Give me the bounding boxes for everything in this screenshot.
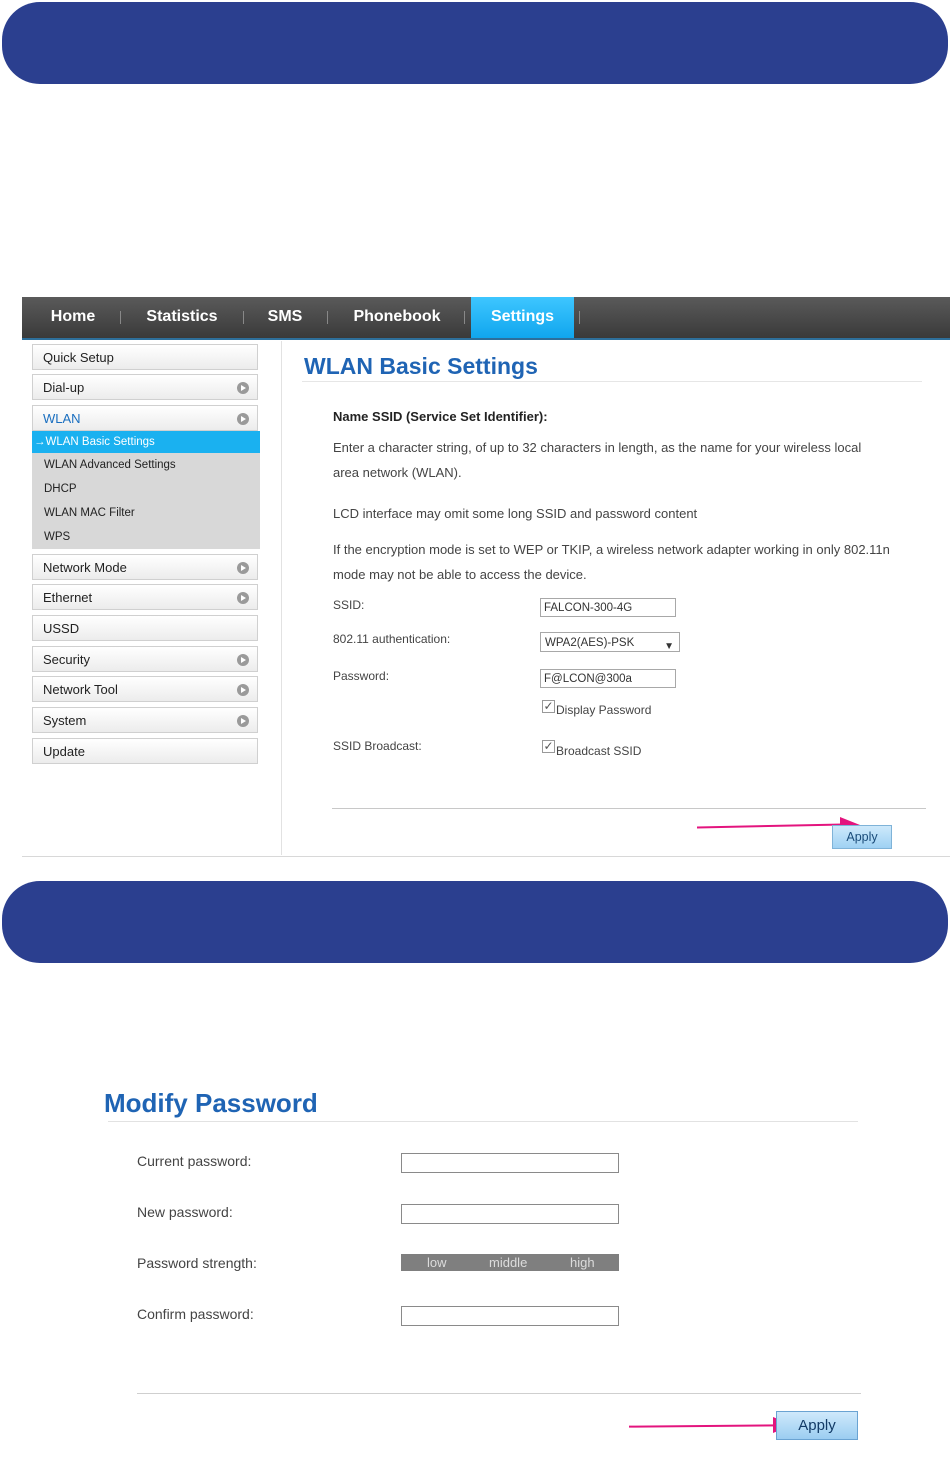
chevron-right-icon bbox=[237, 654, 249, 666]
lcd-note: LCD interface may omit some long SSID and password content bbox=[333, 506, 698, 521]
password-input[interactable]: F@LCON@300a bbox=[540, 669, 676, 688]
sidebar-item-wlan[interactable] bbox=[32, 405, 258, 431]
tab-statistics[interactable]: Statistics bbox=[146, 308, 218, 325]
ssid-broadcast-label: SSID Broadcast: bbox=[333, 739, 422, 753]
submenu-item-wps[interactable]: WPS bbox=[44, 531, 71, 543]
nav-separator bbox=[327, 311, 328, 324]
sidebar-item-label: Network Mode bbox=[43, 560, 127, 575]
sidebar-item-system[interactable] bbox=[32, 707, 258, 733]
authentication-selected-value: WPA2(AES)-PSK bbox=[545, 637, 635, 649]
wlan-submenu bbox=[32, 431, 260, 549]
nav-separator bbox=[243, 311, 244, 324]
nav-separator bbox=[464, 311, 465, 324]
new-password-label: New password: bbox=[137, 1204, 233, 1220]
encryption-note-line-1: If the encryption mode is set to WEP or TKIP, a wireless network adapter working in only 802.11n bbox=[333, 542, 890, 557]
nav-separator bbox=[579, 311, 580, 324]
sidebar-item-label: WLAN bbox=[43, 411, 81, 426]
encryption-note-line-2: mode may not be able to access the device. bbox=[333, 567, 587, 582]
sidebar-item-update[interactable] bbox=[32, 738, 258, 764]
display-password-label: Display Password bbox=[556, 703, 652, 717]
ssid-description-line-1: Enter a character string, of up to 32 characters in length, as the name for your wireless local bbox=[333, 440, 862, 455]
chevron-down-icon: ▼ bbox=[664, 641, 674, 652]
tab-phonebook[interactable]: Phonebook bbox=[353, 308, 441, 325]
sidebar-item-security[interactable] bbox=[32, 646, 258, 672]
submenu-item-wlan-mac-filter[interactable]: WLAN MAC Filter bbox=[44, 507, 135, 519]
display-password-checkbox[interactable]: ✓ bbox=[543, 699, 554, 713]
submenu-item-wlan-basic-settings[interactable]: →WLAN Basic Settings bbox=[32, 431, 260, 453]
content-divider bbox=[281, 341, 282, 855]
chevron-right-icon bbox=[237, 592, 249, 604]
page-title: WLAN Basic Settings bbox=[304, 353, 538, 379]
sidebar-item-quick-setup[interactable] bbox=[32, 344, 258, 370]
sidebar-item-label: Quick Setup bbox=[43, 350, 114, 365]
sidebar-item-dial-up[interactable] bbox=[32, 374, 258, 400]
submenu-item-wlan-advanced-settings[interactable]: WLAN Advanced Settings bbox=[44, 459, 176, 471]
title-divider bbox=[302, 381, 922, 382]
title-divider bbox=[108, 1121, 858, 1122]
sidebar-item-ussd[interactable] bbox=[32, 615, 258, 641]
authentication-select[interactable] bbox=[540, 632, 680, 652]
screenshot-bottom-border bbox=[22, 856, 950, 857]
ssid-label: SSID: bbox=[333, 598, 365, 612]
chevron-right-icon bbox=[237, 382, 249, 394]
password-strength-label: Password strength: bbox=[137, 1255, 257, 1271]
ssid-description-line-2: area network (WLAN). bbox=[333, 465, 462, 480]
password-label: Password: bbox=[333, 669, 390, 683]
sidebar-item-network-mode[interactable] bbox=[32, 554, 258, 580]
sidebar-item-label: Security bbox=[43, 652, 90, 667]
current-password-label: Current password: bbox=[137, 1153, 252, 1169]
sidebar-item-label: USSD bbox=[43, 621, 80, 636]
nav-separator bbox=[120, 311, 121, 324]
sidebar-item-label: System bbox=[43, 713, 87, 728]
broadcast-ssid-label: Broadcast SSID bbox=[556, 744, 642, 758]
sidebar-item-ethernet[interactable] bbox=[32, 584, 258, 610]
tab-settings[interactable]: Settings bbox=[471, 297, 574, 338]
ssid-heading: Name SSID (Service Set Identifier): bbox=[333, 409, 548, 424]
sidebar-item-network-tool[interactable] bbox=[32, 676, 258, 702]
password-strength-meter bbox=[401, 1254, 619, 1271]
chevron-right-icon bbox=[237, 684, 249, 696]
broadcast-ssid-checkbox[interactable]: ✓ bbox=[543, 739, 554, 753]
chevron-right-icon bbox=[237, 413, 249, 425]
ssid-input[interactable]: FALCON-300-4G bbox=[540, 598, 676, 617]
strength-low: low bbox=[427, 1255, 447, 1270]
confirm-password-label: Confirm password: bbox=[137, 1306, 254, 1322]
wlan-settings-screenshot bbox=[22, 297, 950, 859]
tab-sms[interactable]: SMS bbox=[267, 308, 303, 325]
arrow-line bbox=[697, 823, 843, 828]
sidebar-item-label: Update bbox=[43, 744, 85, 759]
strength-middle: middle bbox=[489, 1255, 528, 1270]
sidebar-item-label: Network Tool bbox=[43, 682, 118, 697]
confirm-password-input[interactable] bbox=[401, 1306, 619, 1326]
submenu-item-dhcp[interactable]: DHCP bbox=[44, 483, 77, 495]
apply-button[interactable]: Apply bbox=[832, 825, 892, 849]
top-navigation-bar bbox=[22, 297, 950, 340]
sidebar-item-label: Dial-up bbox=[43, 380, 85, 395]
chevron-right-icon bbox=[237, 562, 249, 574]
chevron-right-icon bbox=[237, 715, 249, 727]
form-divider bbox=[332, 808, 926, 809]
modify-password-screenshot bbox=[104, 1082, 868, 1452]
form-divider bbox=[137, 1393, 861, 1394]
apply-button[interactable]: Apply bbox=[776, 1411, 858, 1440]
current-password-input[interactable] bbox=[401, 1153, 619, 1173]
strength-high: high bbox=[570, 1255, 595, 1270]
tab-home[interactable]: Home bbox=[50, 308, 96, 325]
page-title: Modify Password bbox=[104, 1088, 318, 1118]
arrow-line bbox=[629, 1424, 779, 1427]
authentication-label: 802.11 authentication: bbox=[333, 632, 451, 646]
sidebar-item-label: Ethernet bbox=[43, 590, 93, 605]
middle-banner bbox=[2, 881, 948, 963]
new-password-input[interactable] bbox=[401, 1204, 619, 1224]
top-banner bbox=[2, 2, 948, 84]
